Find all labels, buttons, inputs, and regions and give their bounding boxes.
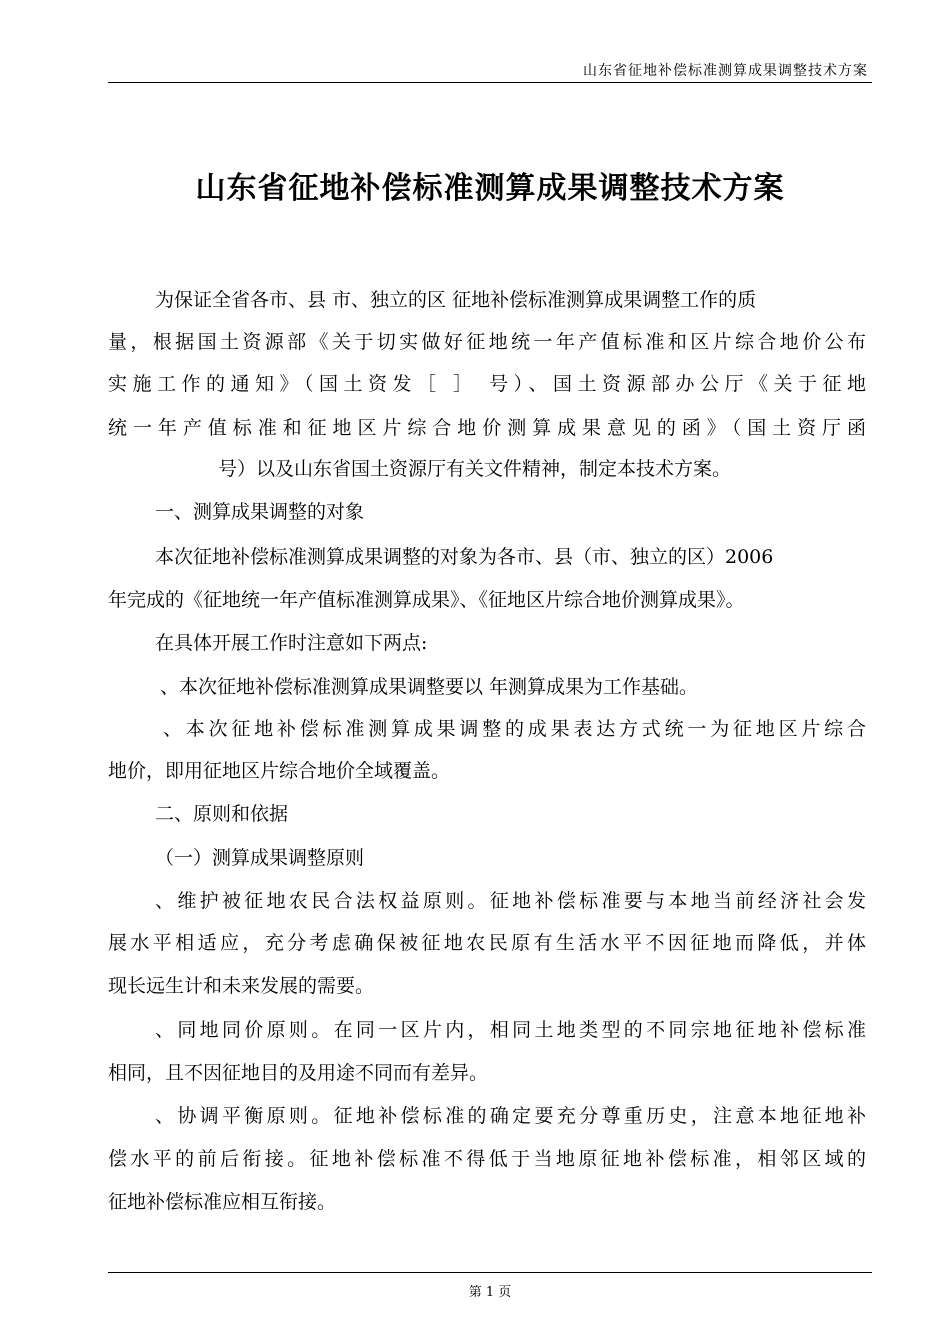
section-heading: 一、测算成果调整的对象	[155, 501, 365, 523]
body-line: 号）以及山东省国土资源厅有关文件精神，制定本技术方案。	[218, 458, 732, 480]
body-line: 年完成的《征地统一年产值标准测算成果》、《征地区片综合地价测算成果》。	[108, 589, 745, 611]
body-line: 本次征地补偿标准测算成果调整的对象为各市、县（市、独立的区）2006	[155, 546, 774, 568]
list-item: 、本次征地补偿标准测算成果调整的成果表达方式统一为征地区片综合	[163, 718, 866, 740]
list-item: 、同地同价原则。在同一区片内，相同土地类型的不同宗地征地补偿标准	[155, 1019, 866, 1041]
section-heading: 二、原则和依据	[155, 803, 289, 825]
body-line: 实施工作的通知》（国土资发［ ］ 号）、国土资源部办公厅《关于征地	[108, 373, 866, 395]
page-number: 第 1 页	[468, 1285, 512, 1300]
footer-rule	[108, 1272, 872, 1273]
subsection-heading: （一）测算成果调整原则	[155, 847, 365, 869]
list-item: 、本次征地补偿标准测算成果调整要以 年测算成果为工作基础。	[160, 676, 699, 698]
document-title: 山东省征地补偿标准测算成果调整技术方案	[195, 171, 785, 206]
body-line: 地价，即用征地区片综合地价全域覆盖。	[108, 760, 451, 782]
header-text: 山东省征地补偿标准测算成果调整技术方案	[583, 63, 868, 79]
body-line: 征地补偿标准应相互衔接。	[108, 1191, 337, 1213]
list-item: 、协调平衡原则。征地补偿标准的确定要充分尊重历史，注意本地征地补	[155, 1105, 866, 1127]
body-line: 量，根据国土资源部《关于切实做好征地统一年产值标准和区片综合地价公布	[108, 331, 866, 353]
body-line: 为保证全省各市、县 市、独立的区 征地补偿标准测算成果调整工作的质	[155, 289, 757, 311]
body-line: 在具体开展工作时注意如下两点:	[155, 632, 428, 654]
page-header	[108, 56, 872, 83]
body-line: 相同，且不因征地目的及用途不同而有差异。	[108, 1062, 489, 1084]
body-line: 现长远生计和未来发展的需要。	[108, 975, 375, 997]
body-line: 展水平相适应，充分考虑确保被征地农民原有生活水平不因征地而降低，并体	[108, 932, 866, 954]
body-line: 偿水平的前后衔接。征地补偿标准不得低于当地原征地补偿标准，相邻区域的	[108, 1148, 866, 1170]
list-item: 、维护被征地农民合法权益原则。征地补偿标准要与本地当前经济社会发	[155, 890, 866, 912]
body-line: 统一年产值标准和征地区片综合地价测算成果意见的函》（国土资厅函	[108, 417, 866, 439]
